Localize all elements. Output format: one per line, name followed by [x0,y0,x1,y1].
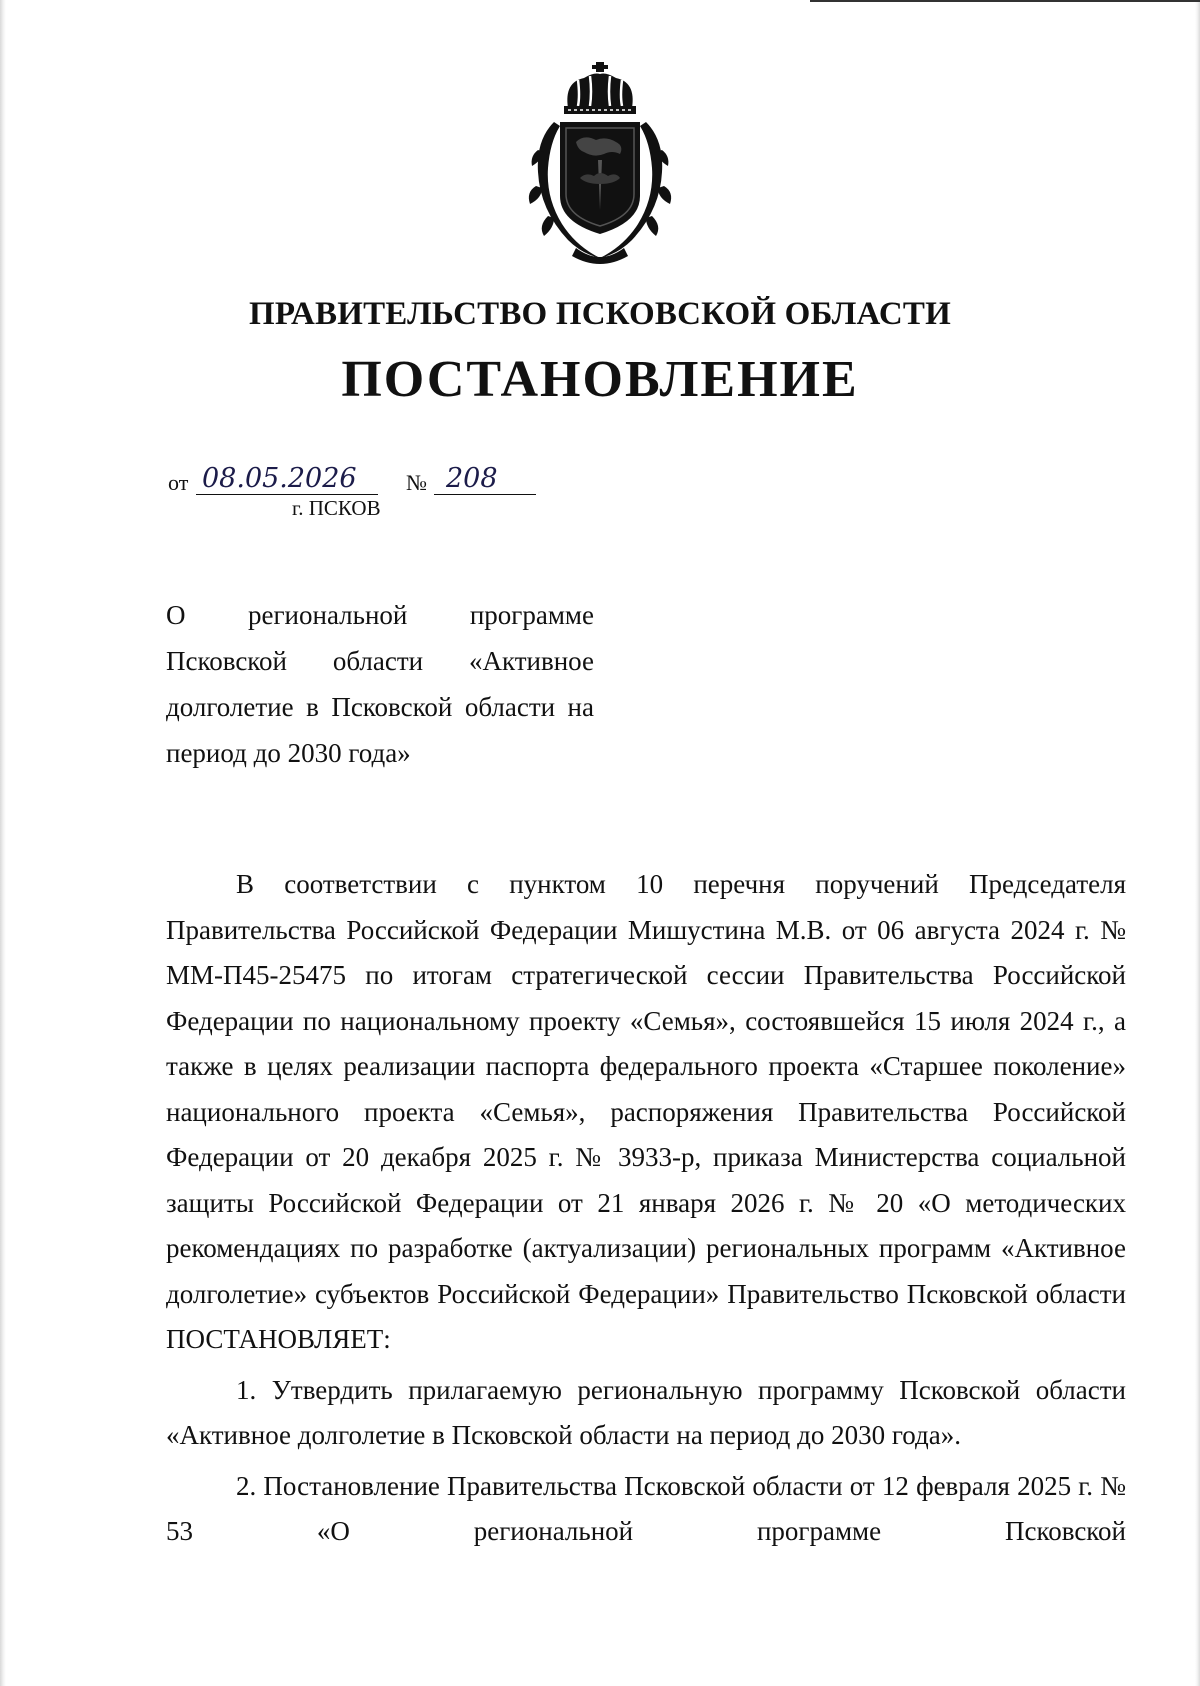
item-1-paragraph: 1. Утвердить прилагаемую региональную программу Псковской области «Активное долголетие в Псковской области на период до 2030 года». [166,1374,1126,1450]
number-label: № [406,470,427,495]
government-name: ПРАВИТЕЛЬСТВО ПСКОВСКОЙ ОБЛАСТИ [248,296,952,332]
document-subject: О региональной программе Псковской области «Активное долголетие в Псковской области на период до 2030 года» [166,600,594,768]
document-type-title: ПОСТАНОВЛЕНИЕ [341,351,859,408]
preamble-paragraph: В соответствии с пунктом 10 перечня поручений Председателя Правительства Российской Федерации Мишустина М.В. от 06 августа 2024 г. № ММ-П45-25475 по итогам стратегической сессии Правительства Российской Федерации по национальному проекту «Семья», состоявшейся 15 июля 2024 г., а также в целях реализации паспорта федерального проекта «Старшее поколение» национального проекта «Семья», распоряжения Правительства Российской Федерации от 20 декабря 2025 г. № 3933-р, приказа Министерства социальной защиты Российской Федерации от 21 января 2026 г. № 20 «О методических рекомендациях по разработке (актуализации) региональных программ «Активное долголетие» субъектов Российской Федерации» Правительство Псковской области ПОСТАНОВЛЯЕТ: [166,869,1126,1354]
number-field: 208 [434,464,536,495]
date-label: от [168,470,189,495]
date-field: 08.05.2026 [196,464,378,495]
scan-edge-right [1195,0,1200,1686]
document-body [166,862,1126,1560]
coat-of-arms-icon [524,60,676,266]
scan-edge-top [810,0,1200,2]
item-2-paragraph: 2. Постановление Правительства Псковской области от 12 февраля 2025 г. № 53 «О региональной программе Псковской [166,1470,1126,1546]
scan-edge-left [0,0,6,1686]
city-label: г. ПСКОВ [292,496,381,520]
